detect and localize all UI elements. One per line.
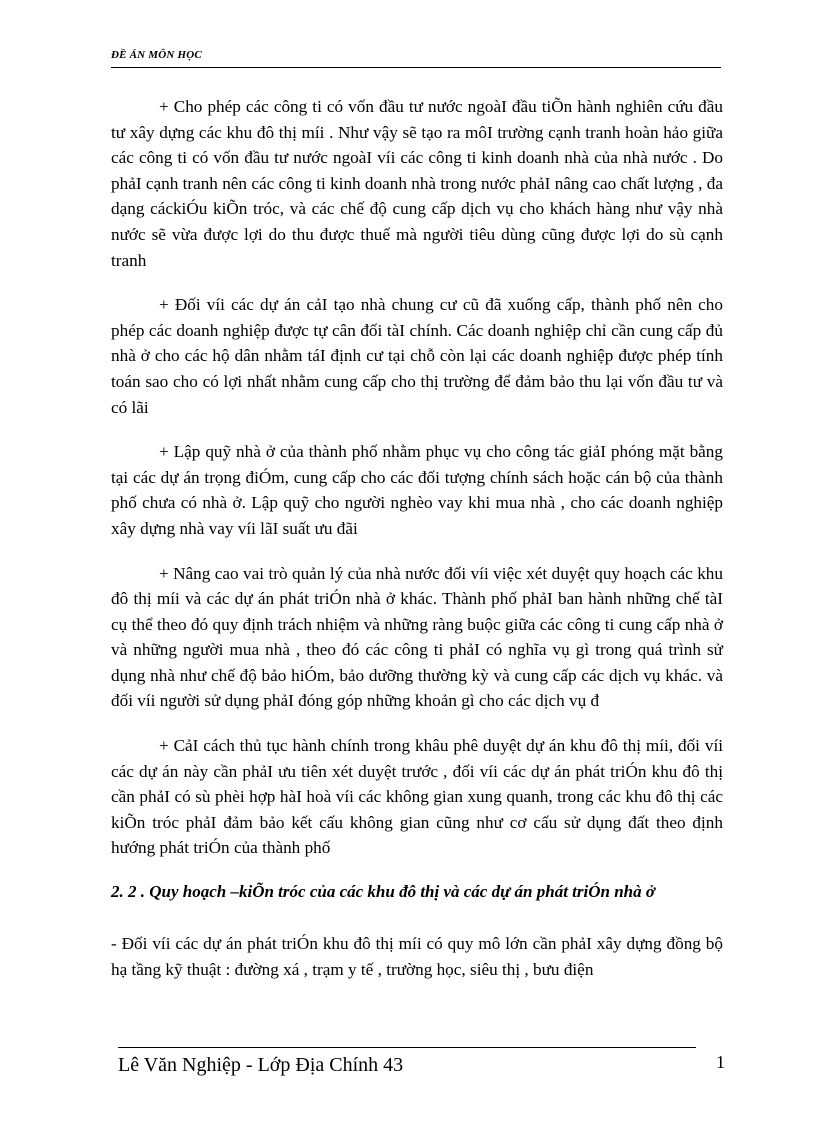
paragraph-state-management: + Nâng cao vai trò quản lý của nhà nước đối víi việc xét duyệt quy hoạch các khu đô thị míi và các dự án phát triÓn nhà ở khác. Thành phố phảI ban hành những chế tàI cụ thể theo đó quy định trách nhiệm và những ràng buộc giữa các công ti cung cấp nhà ở và những người mua nhà , theo đó các công ti phảI có nghĩa vụ gì trong quá trình sử dụng nhà như chế độ bảo hiÓm, bảo dưỡng thường kỳ và cung cấp các dịch vụ khác. và đối víi người sử dụng phảI đóng góp những khoản gì cho các dịch vụ đ xyxy=(111,563,723,711)
paragraph-foreign-investment: + Cho phép các công ti có vốn đầu tư nước ngoàI đầu tiÕn hành nghiên cứu đầu tư xây dựng các khu đô thị míi . Như vậy sẽ tạo ra môI trường cạnh tranh hoàn hảo giữa các công ti có vốn đầu tư nước ngoàI víi các công ti kinh doanh nhà của nhà nước . Do phảI cạnh tranh nên các công ti kinh doanh nhà trong nước phảI nâng cao chất lượng , đa dạng cáckiÓu kiÕn tróc, và các chế độ cung cấp dịch vụ cho khách hàng như vậy nhà nước sẽ vừa được lợi do thu được thuế mà người tiêu dùng cũng được lợi do sù cạnh tranh xyxy=(111,97,723,270)
paragraph-apartment-renovation: + Đối víi các dự án cảI tạo nhà chung cư cũ đã xuống cấp, thành phố nên cho phép các doanh nghiệp được tự cân đối tàI chính. Các doanh nghiệp chỉ cần cung cấp đủ nhà ở cho các hộ dân nhằm táI định cư tại chỗ còn lại các doanh nghiệp được phép tính toán sao cho có lợi nhất nhằm cung cấp cho thị trường để đảm bảo thu lại vốn đầu tư và có lãi xyxy=(111,295,723,417)
page-number: 1 xyxy=(716,1052,725,1072)
document-body xyxy=(111,94,723,1001)
footer-author: Lê Văn Nghiệp - Lớp Địa Chính 43 xyxy=(118,1054,404,1076)
header-title: ĐỀ ÁN MÔN HỌC xyxy=(111,49,202,61)
paragraph-administrative-reform: + CảI cách thủ tục hành chính trong khâu phê duyệt dự án khu đô thị míi, đối víi các dự án này cần phảI ưu tiên xét duyệt trước , đối víi các dự án phát triÓn khu đô thị cần phảI có sù phèi hợp hàI hoà víi các không gian xung quanh, trong các khu đô thị các kiÕn tróc phảI đảm bảo kết cấu không gian cũng như cơ cấu sử dụng đất theo định hướng phát triÓn của thành phố xyxy=(111,736,723,858)
section-heading: 2. 2 . Quy hoạch –kiÕn tróc của các khu đô thị và các dự án phát triÓn nhà ở xyxy=(111,882,655,902)
section-paragraph: - Đối víi các dự án phát triÓn khu đô thị míi có quy mô lớn cần phảI xây dựng đồng bộ hạ tầng kỹ thuật : đường xá , trạm y tế , trường học, siêu thị , bưu điện xyxy=(111,934,723,979)
paragraph-housing-fund: + Lập quỹ nhà ở của thành phố nhằm phục vụ cho công tác giảI phóng mặt bằng tại các dự án trọng điÓm, cung cấp cho các đối tượng chính sách hoặc cán bộ của thành phố chưa có nhà ở. Lập quỹ cho người nghèo vay khi mua nhà , cho các doanh nghiệp xây dựng nhà vay víi lãI suất ưu đãi xyxy=(111,442,723,538)
footer-divider xyxy=(118,1047,696,1048)
page-header xyxy=(111,47,721,68)
